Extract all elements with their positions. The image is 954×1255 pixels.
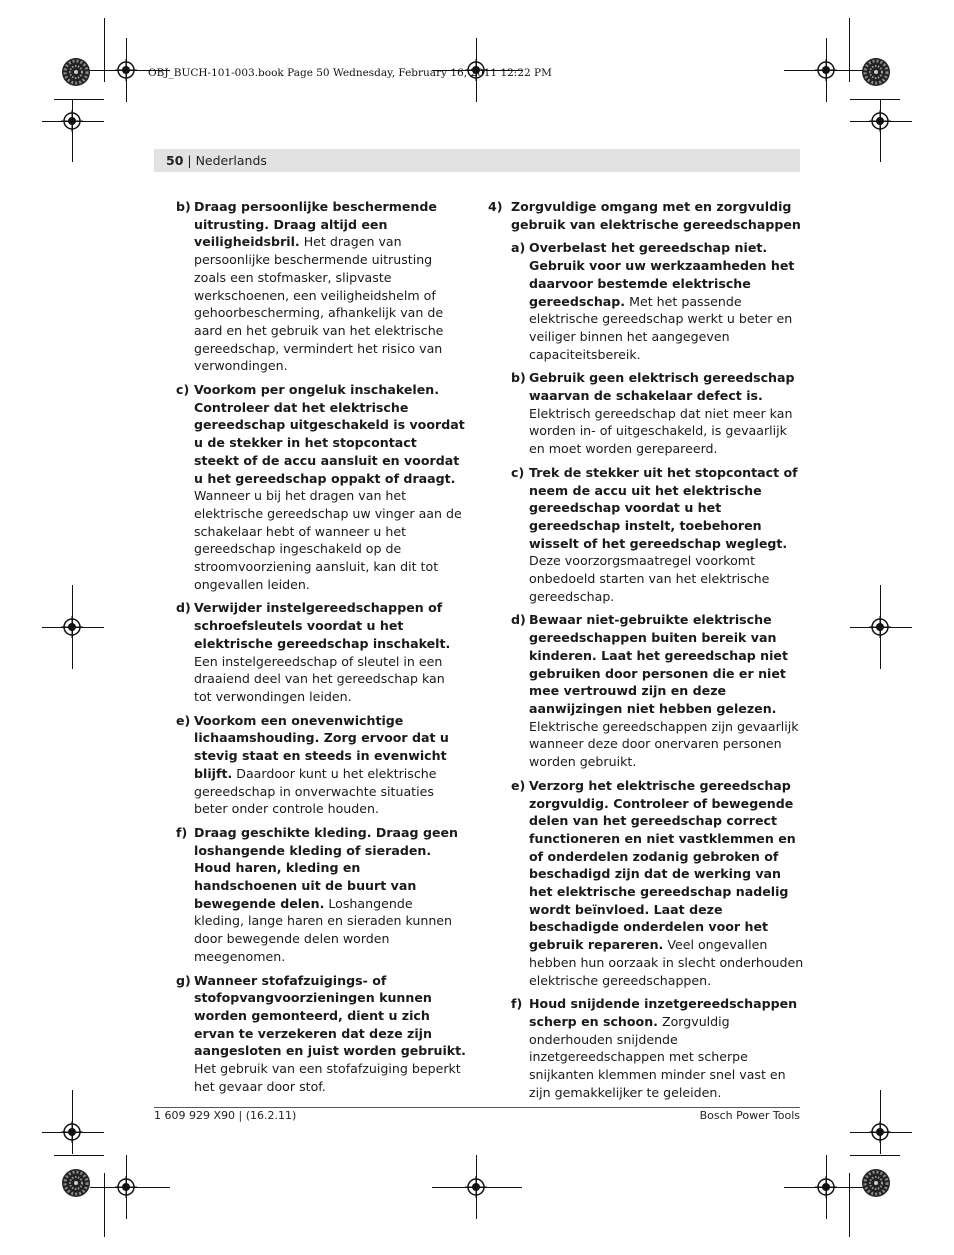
list-item [511, 369, 804, 458]
star-target-icon [61, 57, 91, 87]
list-item [511, 777, 804, 989]
item-bold-text: Bewaar niet-gebruikte elektrische gereedschappen buiten bereik van kinderen. Laat het gereedschap niet gebruiken door personen die er niet mee vertrouwd zijn en deze aanwijzingen niet hebben gelezen. [529, 612, 788, 716]
list-item [511, 611, 804, 770]
item-bold-text: Wanneer stofafzuigings- of stofopvangvoorzieningen kunnen worden gemonteerd, dient u zich ervan te verzekeren dat deze zijn aangesloten en juist worden gebruikt. [194, 972, 466, 1059]
item-label: c) [176, 382, 190, 398]
item-text: Met het passende elektrische gereedschap werkt u beter en veiliger binnen het aangegeven capaciteitsbereik. [529, 293, 793, 362]
header-separator: | [183, 153, 196, 168]
registration-mark-icon [115, 1176, 137, 1198]
item-text: Loshangende kleding, lange haren en sieraden kunnen door bewegende delen worden meegenomen. [194, 895, 453, 964]
item-bold-text: Voorkom per ongeluk inschakelen. Controleer dat het elektrische gereedschap uitgeschakeld is voordat u de stekker in het stopcontact steekt of de accu aansluit en voordat u het gereedschap oppakt of draagt. [194, 382, 465, 486]
item-bold-text: Houd snijdende inzetgereedschappen scherp en schoon. [529, 996, 798, 1029]
list-item [511, 464, 804, 606]
item-text: Het dragen van persoonlijke beschermende uitrusting zoals een stofmasker, slipvaste werkschoenen, een veiligheidshelm of gehoorbescherming, afhankelijk van de aard en het gebruik van het elektrische gereedschap, vermindert het risico van verwondingen. [194, 234, 444, 374]
list-item [176, 198, 466, 375]
item-label: c) [511, 464, 525, 480]
footer-document-code: 1 609 929 X90 | (16.2.11) [154, 1109, 297, 1122]
list-item [511, 995, 804, 1101]
left-column [176, 198, 466, 1101]
item-bold-text: Gebruik geen elektrisch gereedschap waarvan de schakelaar defect is. [529, 370, 795, 404]
item-text: Elektrisch gereedschap dat niet meer kan worden in- of uitgeschakeld, is gevaarlijk en moet worden gerepareerd. [529, 405, 793, 457]
registration-mark-icon [869, 1121, 891, 1143]
list-item [176, 972, 466, 1096]
item-label: b) [511, 370, 526, 386]
registration-mark-icon [869, 110, 891, 132]
star-target-icon [61, 1168, 91, 1198]
item-bold-text: Draag persoonlijke beschermende uitrusting. Draag altijd een veiligheidsbril. [194, 199, 437, 250]
sub-list [488, 239, 804, 1101]
item-label: e) [511, 777, 526, 793]
printer-slug: OBJ_BUCH-101-003.book Page 50 Wednesday, February 16, 2011 12:22 PM [148, 67, 552, 79]
item-bold-text: Verwijder instelgereedschappen of schroefsleutels voordat u het elektrische gereedschap inschakelt. [194, 600, 451, 651]
list-item [176, 712, 466, 818]
registration-mark-icon [61, 110, 83, 132]
item-label: b) [176, 199, 191, 214]
item-text: Veel ongevallen hebben hun oorzaak in slecht onderhouden elektrische gereedschappen. [529, 937, 804, 988]
item-text: Deze voorzorgsmaatregel voorkomt onbedoeld starten van het elektrische gereedschap. [529, 553, 770, 604]
item-label: d) [511, 612, 526, 628]
list-item [511, 239, 804, 363]
item-label: d) [176, 600, 191, 616]
item-text: Wanneer u bij het dragen van het elektrische gereedschap uw vinger aan de schakelaar hebt of wanneer u het gereedschap ingeschakeld op de stroomvoorziening aansluit, kan dit tot ongevallen leiden. [194, 488, 462, 592]
item-text: Elektrische gereedschappen zijn gevaarlijk wanneer deze door onervaren personen worden gebruikt. [529, 718, 799, 770]
registration-mark-icon [115, 59, 137, 81]
item-label: g) [176, 972, 191, 988]
registration-mark-icon [465, 1176, 487, 1198]
item-bold-text: Trek de stekker uit het stopcontact of neem de accu uit het elektrische gereedschap voordat u het gereedschap instelt, toebehoren wisselt of het gereedschap weglegt. [529, 464, 798, 551]
registration-mark-icon [869, 616, 891, 638]
registration-mark-icon [61, 616, 83, 638]
item-label: f) [511, 996, 523, 1012]
item-label: f) [176, 824, 188, 840]
list-item [176, 599, 466, 705]
footer-brand: Bosch Power Tools [699, 1109, 800, 1122]
item-label: a) [511, 240, 526, 256]
section-heading [488, 198, 804, 233]
item-text: Het gebruik van een stofafzuiging beperkt het gevaar door stof. [194, 1061, 461, 1094]
item-text: Daardoor kunt u het elektrische gereedschap in onverwachte situaties beter onder controle houden. [194, 765, 437, 817]
item-bold-text: Draag geschikte kleding. Draag geen loshangende kleding of sieraden. Houd haren, kleding en handschoenen uit de buurt van bewegende delen. [194, 824, 459, 911]
page-header [154, 149, 800, 172]
item-label: e) [176, 712, 191, 728]
item-bold-text: Overbelast het gereedschap niet. Gebruik voor uw werkzaamheden het daarvoor bestemde elektrische gereedschap. [529, 240, 795, 309]
footer-divider [154, 1107, 800, 1108]
page-number: 50 [166, 153, 184, 168]
item-bold-text: Verzorg het elektrische gereedschap zorgvuldig. Controleer of bewegende delen van het gereedschap correct functioneren en niet vastklemmen en of onderdelen zodanig gebroken of beschadigd zijn dat de werking van het elektrische gereedschap nadelig wordt beïnvloed. Laat deze beschadigde onderdelen voor het gebruik repareren. [529, 777, 796, 953]
header-language: Nederlands [195, 153, 267, 168]
item-text: Zorgvuldig onderhouden snijdende inzetgereedschappen met scherpe snijkanten klemmen minder snel vast en zijn gemakkelijker te geleiden. [529, 1013, 786, 1100]
list-item [176, 381, 466, 593]
list-item [176, 824, 466, 966]
item-bold-text: Voorkom een onevenwichtige lichaamshouding. Zorg ervoor dat u stevig staat en steeds in evenwicht blijft. [194, 712, 449, 781]
star-target-icon [861, 57, 891, 87]
item-text: Een instelgereedschap of sleutel in een draaiend deel van het gereedschap kan tot verwondingen leiden. [194, 653, 445, 704]
registration-mark-icon [61, 1121, 83, 1143]
registration-mark-icon [815, 59, 837, 81]
section-title: Zorgvuldige omgang met en zorgvuldig gebruik van elektrische gereedschappen [511, 199, 801, 232]
star-target-icon [861, 1168, 891, 1198]
section-label: 4) [488, 199, 503, 214]
registration-mark-icon [815, 1176, 837, 1198]
right-column [488, 198, 804, 1107]
